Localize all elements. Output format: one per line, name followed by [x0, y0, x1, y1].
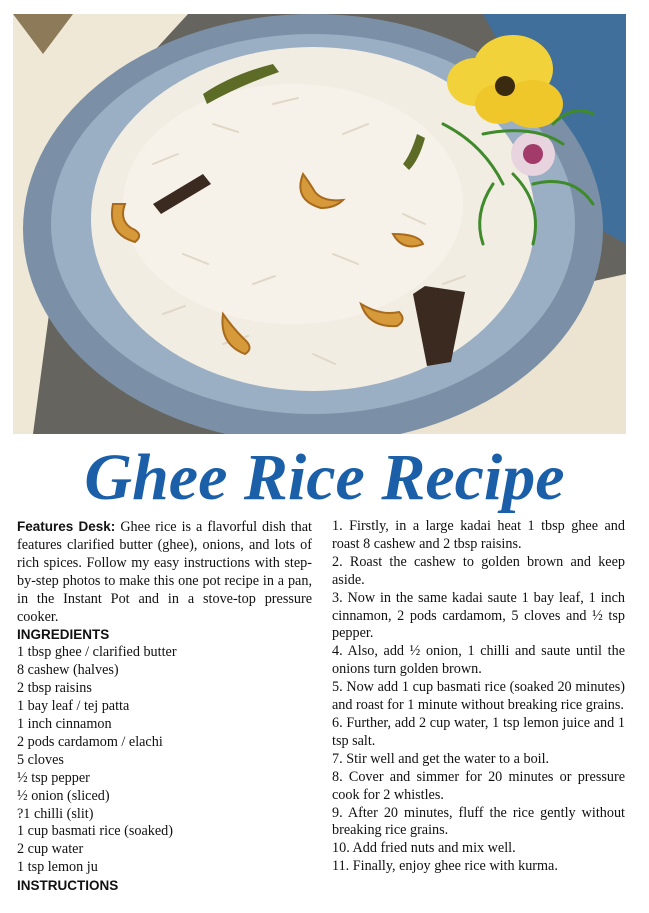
ingredient-item: 8 cashew (halves) — [17, 662, 119, 679]
instruction-step: 6. Further, add 2 cup water, 1 tsp lemon juice and 1 tsp salt. — [332, 714, 625, 749]
intro-paragraph — [17, 518, 312, 626]
ingredients-heading: INGREDIENTS — [17, 627, 110, 643]
ingredient-item: 1 bay leaf / tej patta — [17, 698, 130, 715]
ingredient-item: ½ onion (sliced) — [17, 787, 110, 804]
page-title: Ghee Rice Recipe — [84, 441, 565, 514]
ingredient-item: 1 tsp lemon ju — [17, 859, 98, 876]
ingredient-item: 5 cloves — [17, 751, 64, 768]
instruction-step: 11. Finally, enjoy ghee rice with kurma. — [332, 858, 558, 875]
instruction-step: 8. Cover and simmer for 20 minutes or pressure cook for 2 whistles. — [332, 768, 625, 803]
ingredient-item: 2 pods cardamom / elachi — [17, 733, 163, 750]
ghee-rice-photo — [13, 14, 626, 434]
intro-lead: Features Desk: — [17, 519, 116, 534]
ingredient-item: 1 cup basmati rice (soaked) — [17, 823, 174, 840]
ingredient-item: 1 tbsp ghee / clarified butter — [17, 644, 177, 661]
instruction-step: 1. Firstly, in a large kadai heat 1 tbsp ghee and roast 8 cashew and 2 tbsp raisins. — [332, 518, 625, 552]
instruction-step: 4. Also, add ½ onion, 1 chilli and saute until the onions turn golden brown. — [332, 643, 625, 678]
instructions-heading: INSTRUCTIONS — [17, 878, 119, 894]
ingredient-item: ½ tsp pepper — [17, 769, 90, 786]
ingredient-item: ?1 chilli (slit) — [17, 805, 94, 822]
right-column — [332, 518, 625, 876]
intro-text: Ghee rice is a flavorful dish that features clarified butter (ghee), onions, and lots of rich spices. Follow my easy instructions with step-by-step photos to make this one pot recipe in a pan, in the Instant Pot and in a stove-top pressure cooker. — [17, 519, 313, 625]
instruction-step: 5. Now add 1 cup basmati rice (soaked 20 minutes) and roast for 1 minute without breaking rice grains. — [332, 679, 625, 714]
instruction-step: 9. After 20 minutes, fluff the rice gently without breaking rice grains. — [332, 804, 625, 839]
ingredient-item: 1 inch cinnamon — [17, 715, 112, 732]
instruction-step: 7. Stir well and get the water to a boil. — [332, 750, 550, 767]
instruction-step: 2. Roast the cashew to golden brown and keep aside. — [332, 553, 625, 588]
instruction-step: 3. Now in the same kadai saute 1 bay leaf, 1 inch cinnamon, 2 pods cardamom, 5 cloves and ½ tsp pepper. — [332, 589, 625, 642]
ingredient-item: 2 tbsp raisins — [17, 680, 92, 697]
ingredient-item: 2 cup water — [17, 841, 84, 858]
left-column — [17, 518, 312, 895]
instruction-step: 10. Add fried nuts and mix well. — [332, 840, 516, 857]
